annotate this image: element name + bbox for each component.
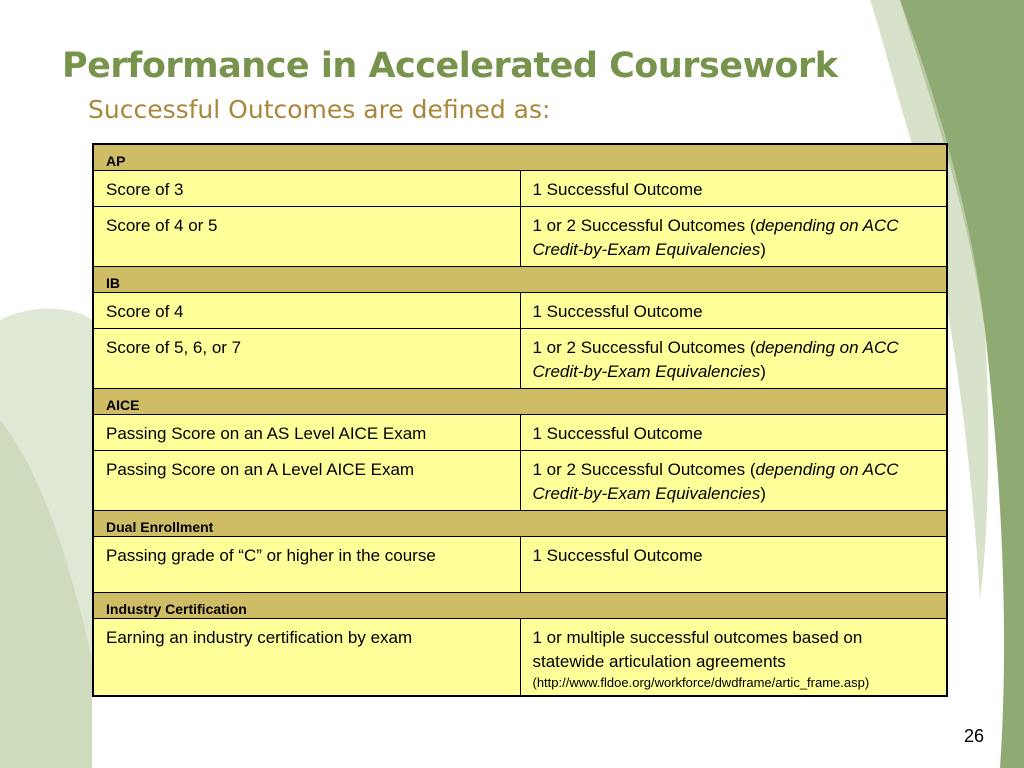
section-header-ap [93, 144, 947, 170]
outcome-cell: 1 Successful Outcome [520, 414, 947, 450]
outcome-cell [520, 450, 947, 510]
section-header-dual-enrollment [93, 510, 947, 536]
outcome-text: 1 or multiple successful outcomes based on statewide articulation agreements [532, 627, 863, 671]
section-label: AP [93, 144, 947, 170]
outcome-cell: 1 Successful Outcome [520, 170, 947, 206]
outcome-text: 1 or 2 Successful Outcomes ( [532, 459, 756, 479]
section-header-ib [93, 266, 947, 292]
outcome-close: ) [760, 483, 766, 503]
table-row [93, 618, 947, 696]
section-header-aice [93, 388, 947, 414]
outcome-note: depending on ACC Credit-by-Exam Equivalencies [532, 215, 899, 259]
criterion-cell: Passing Score on an AS Level AICE Exam [93, 414, 520, 450]
table-row [93, 170, 947, 206]
slide-title: Performance in Accelerated Coursework [62, 46, 838, 86]
outcome-text: 1 or 2 Successful Outcomes ( [532, 215, 756, 235]
outcomes-table [92, 143, 948, 697]
section-label: IB [93, 266, 947, 292]
table-row [93, 328, 947, 388]
section-label: Industry Certification [93, 592, 947, 618]
table-row [93, 536, 947, 592]
outcome-close: ) [760, 239, 766, 259]
outcome-close: ) [760, 361, 766, 381]
criterion-cell: Score of 4 or 5 [93, 206, 520, 266]
outcome-note: depending on ACC Credit-by-Exam Equivalencies [532, 337, 899, 381]
table-row [93, 292, 947, 328]
section-header-industry-certification [93, 592, 947, 618]
outcome-cell [520, 206, 947, 266]
outcome-text: 1 or 2 Successful Outcomes ( [532, 337, 756, 357]
slide-subtitle: Successful Outcomes are defined as: [88, 95, 551, 124]
criterion-cell: Passing grade of “C” or higher in the course [93, 536, 520, 592]
table-row [93, 206, 947, 266]
table-row [93, 414, 947, 450]
criterion-cell: Earning an industry certification by exam [93, 618, 520, 696]
section-label: Dual Enrollment [93, 510, 947, 536]
page-number: 26 [964, 726, 985, 746]
outcome-cell: 1 Successful Outcome [520, 536, 947, 592]
criterion-cell: Score of 5, 6, or 7 [93, 328, 520, 388]
outcome-note: depending on ACC Credit-by-Exam Equivalencies [532, 459, 899, 503]
section-label: AICE [93, 388, 947, 414]
articulation-url: (http://www.fldoe.org/workforce/dwdframe/artic_frame.asp) [532, 674, 870, 690]
criterion-cell: Score of 3 [93, 170, 520, 206]
outcome-cell: 1 Successful Outcome [520, 292, 947, 328]
criterion-cell: Passing Score on an A Level AICE Exam [93, 450, 520, 510]
outcome-cell [520, 328, 947, 388]
outcome-cell [520, 618, 947, 696]
table-row [93, 450, 947, 510]
criterion-cell: Score of 4 [93, 292, 520, 328]
